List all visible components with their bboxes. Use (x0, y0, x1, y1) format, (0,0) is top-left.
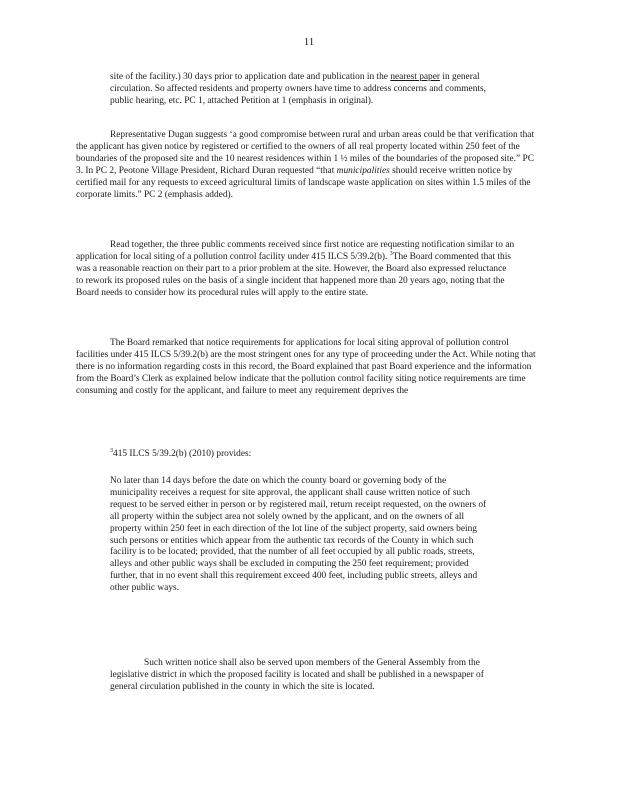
paragraph-text: should receive written notice by certified mail for any requests to exceed agricultural limits of landscape waste application on sites within 1.5 miles of the corporate limits.” PC 2 (emphasis added). (76, 165, 531, 200)
footnote-mark: 3 (110, 447, 113, 454)
footnote-quote-continued (110, 658, 490, 694)
footnote-heading-text: 415 ILCS 5/39.2(b) (2010) provides: (113, 449, 252, 459)
paragraph-text: site of the facility.) 30 days prior to application date and publication in the (110, 72, 391, 82)
paragraph-text: in general circulation. So affected residents and property owners have time to address concerns and comments, public hearing, etc. PC 1, attached Petition at 1 (emphasis in original). (110, 72, 487, 106)
paragraph-public-comments (76, 130, 542, 201)
paragraph-text: Read together, the three public comments received since first notice are requesting notification similar to an application for local siting of a pollution control facility under 415 ILCS 5/39.2(b). (76, 240, 515, 262)
footnote-quote (110, 476, 490, 595)
paragraph-text: Representative Dugan suggests ‘a good compromise between rural and urban areas could be that verification that the applicant has given notice by registered or certified to the owners of all real property located within 250 feet of the boundaries of the proposed site and the 10 nearest residences within 1 ½ miles of the boundaries of the proposed site.” PC 3. In PC 2, Peotone Village President, Richard Duran requested “that (76, 130, 535, 176)
paragraph-petition-excerpt (110, 72, 500, 108)
footnote-quote-text: No later than 14 days before the date on which the county board or governing body of the municipality receives a request for site approval, the applicant shall cause written notice of such request to be served either in person or by registered mail, return receipt requested, on the owners of all property within the subject area not solely owned by the applicant, and on the owners of all property within 250 feet in each direction of the lot line of the subject property, said owners being such persons or entities which appear from the authentic tax records of the County in which such facility is to be located; provided, that the number of all feet occupied by all public roads, streets, alleys and other public ways shall be excluded in computing the 250 feet requirement; provided further, that in no event shall this requirement exceed 400 feet, including public streets, alleys and other public ways. (110, 476, 487, 594)
footnote-quote-text: Such written notice shall also be served upon members of the General Assembly from the legislative district in which the proposed facility is located and shall be published in a newspaper of general circulation published in the county in which the site is located. (110, 658, 484, 692)
paragraph-text: The Board remarked that notice requirements for applications for local siting approval of pollution control facilities under 415 ILCS 5/39.2(b) are the most stringent ones for any type of proceeding under the Act. While noting that there is no information regarding costs in this record, the Board explained that past Board experience and the information from the Board’s Clerk as explained below indicate that the pollution control facility siting notice requirements are time consuming and costly for the applicant, and failure to meet any requirement deprives the (76, 338, 536, 396)
footnote-reference: 3 (389, 250, 393, 257)
paragraph-read-together (76, 240, 516, 300)
page-number: 11 (303, 36, 315, 48)
paragraph-text: The Board commented that this was a reasonable reaction on their part to a prior problem at the site. However, the Board also expressed reluctance to rework its proposed rules on the basis of a single incident that happened more than 20 years ago, noting that the Board needs to consider how its procedural rules will apply to the entire state. (76, 251, 511, 298)
italic-text: municipalities (336, 165, 390, 176)
underlined-text: nearest paper (390, 72, 441, 82)
paragraph-board-remarks (76, 338, 542, 398)
footnote-heading (110, 449, 572, 461)
